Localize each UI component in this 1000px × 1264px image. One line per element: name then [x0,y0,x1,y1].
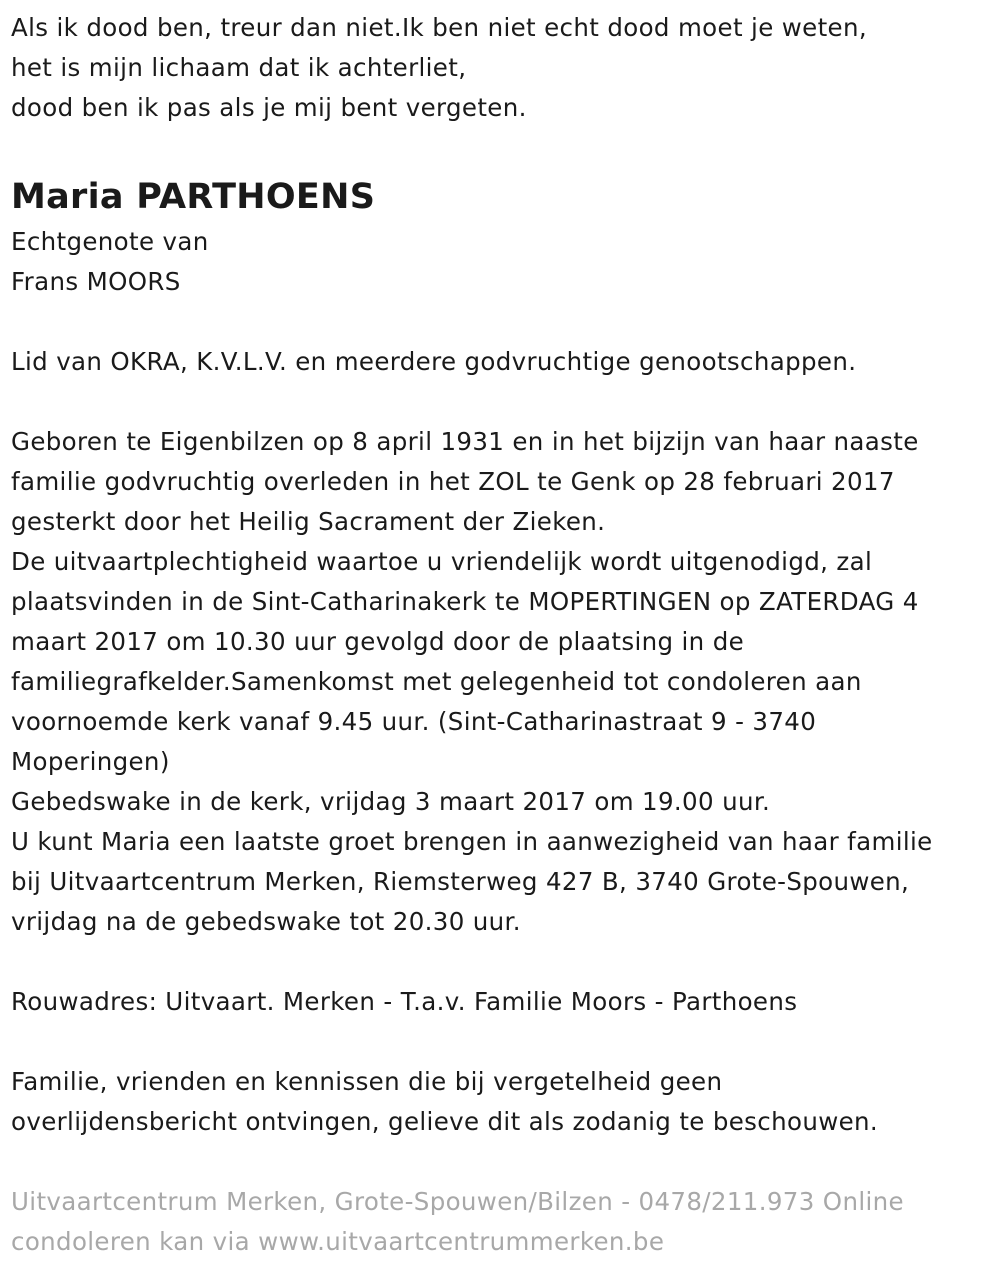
spacer [11,1142,996,1182]
deceased-block [11,174,996,302]
details-line: familiegrafkelder.Samenkomst met gelegenheid tot condoleren aan [11,667,862,696]
deceased-name: Maria PARTHOENS [11,177,376,217]
notice-line: Familie, vrienden en kennissen die bij vergetelheid geen [11,1067,723,1096]
details-line: U kunt Maria een laatste groet brengen in aanwezigheid van haar familie [11,827,933,856]
details-line: De uitvaartplechtigheid waartoe u vriendelijk wordt uitgenodigd, zal [11,547,873,576]
membership-text: Lid van OKRA, K.V.L.V. en meerdere godvruchtige genootschappen. [11,347,857,376]
spouse-name: Frans MOORS [11,267,181,296]
funeral-home-footer [11,1182,996,1262]
details-line: Gebedswake in de kerk, vrijdag 3 maart 2017 om 19.00 uur. [11,787,771,816]
notice-line: overlijdensbericht ontvingen, gelieve dit als zodanig te beschouwen. [11,1107,879,1136]
poem-line: Als ik dood ben, treur dan niet.Ik ben niet echt dood moet je weten, [11,13,867,42]
spouse-intro: Echtgenote van [11,227,209,256]
details-line: voornoemde kerk vanaf 9.45 uur. (Sint-Catharinastraat 9 - 3740 [11,707,817,736]
details-line: plaatsvinden in de Sint-Catharinakerk te MOPERTINGEN op ZATERDAG 4 [11,587,919,616]
spacer [11,302,996,342]
poem-line: dood ben ik pas als je mij bent vergeten. [11,93,527,122]
funeral-details [11,422,996,942]
details-line: gesterkt door het Heilig Sacrament der Zieken. [11,507,606,536]
details-line: vrijdag na de gebedswake tot 20.30 uur. [11,907,521,936]
footer-line: Uitvaartcentrum Merken, Grote-Spouwen/Bilzen - 0478/211.973 Online [11,1187,904,1216]
details-line: maart 2017 om 10.30 uur gevolgd door de plaatsing in de [11,627,745,656]
obituary-page [11,8,996,1262]
family-notice [11,1062,996,1142]
details-line: Moperingen) [11,747,170,776]
poem-line: het is mijn lichaam dat ik achterliet, [11,53,467,82]
mourning-address: Rouwadres: Uitvaart. Merken - T.a.v. Familie Moors - Parthoens [11,987,798,1016]
spacer [11,1022,996,1062]
details-line: bij Uitvaartcentrum Merken, Riemsterweg 427 B, 3740 Grote-Spouwen, [11,867,910,896]
footer-line: condoleren kan via www.uitvaartcentrummerken.be [11,1227,665,1256]
details-line: familie godvruchtig overleden in het ZOL te Genk op 28 februari 2017 [11,467,895,496]
spacer [11,382,996,422]
spacer [11,942,996,982]
details-line: Geboren te Eigenbilzen op 8 april 1931 en in het bijzijn van haar naaste [11,427,919,456]
poem [11,8,996,128]
spacer [11,128,996,168]
